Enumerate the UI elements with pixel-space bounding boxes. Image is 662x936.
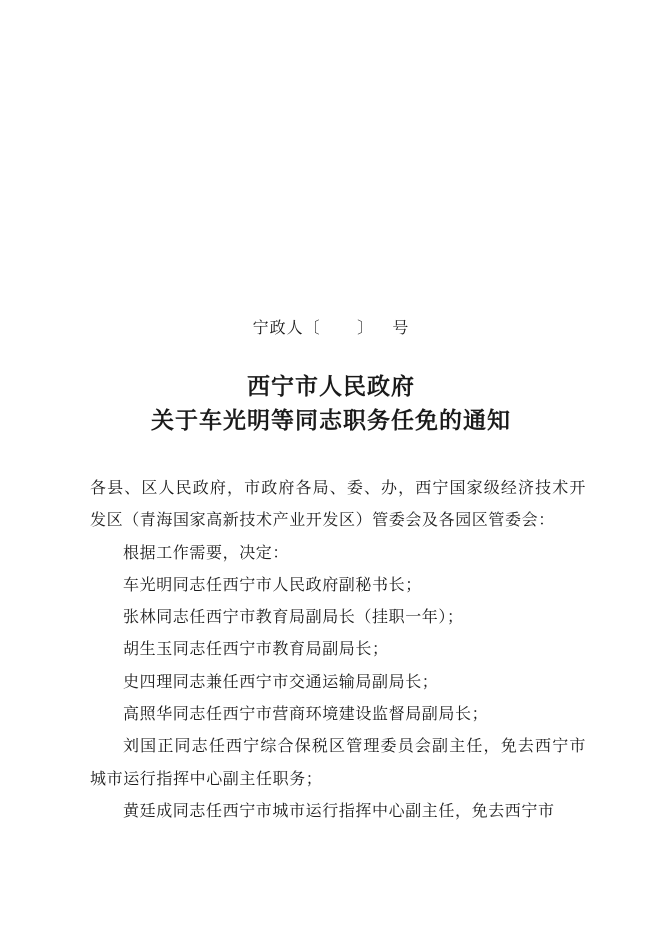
document-number: 宁政人〔 〕 号 (252, 318, 410, 337)
addressee: 各县、区人民政府，市政府各局、委、办，西宁国家级经济技术开发区（青海国家高新技术产业开发区）管委会及各园区管委会： (90, 478, 586, 530)
body-paragraph: 高照华同志任西宁市营商环境建设监督局副局长； (123, 704, 489, 724)
body-paragraph: 黄廷成同志任西宁市城市运行指挥中心副主任，免去西宁市 (123, 800, 555, 820)
document-title-line-1: 西宁市人民政府 (247, 374, 415, 400)
body-paragraph: 根据工作需要，决定： (123, 542, 290, 562)
body-paragraph: 史四理同志兼任西宁市交通运输局副局长； (123, 671, 439, 691)
body-paragraph: 车光明同志任西宁市人民政府副秘书长； (123, 574, 422, 594)
body-paragraph: 张林同志任西宁市教育局副局长（挂职一年）； (123, 607, 464, 627)
document-title-line-2: 关于车光明等同志职务任免的通知 (151, 408, 511, 434)
document-body (90, 472, 586, 827)
body-paragraph: 胡生玉同志任西宁市教育局副局长； (123, 639, 389, 659)
body-paragraph: 刘国正同志任西宁综合保税区管理委员会副主任，免去西宁市城市运行指挥中心副主任职务； (90, 736, 586, 788)
